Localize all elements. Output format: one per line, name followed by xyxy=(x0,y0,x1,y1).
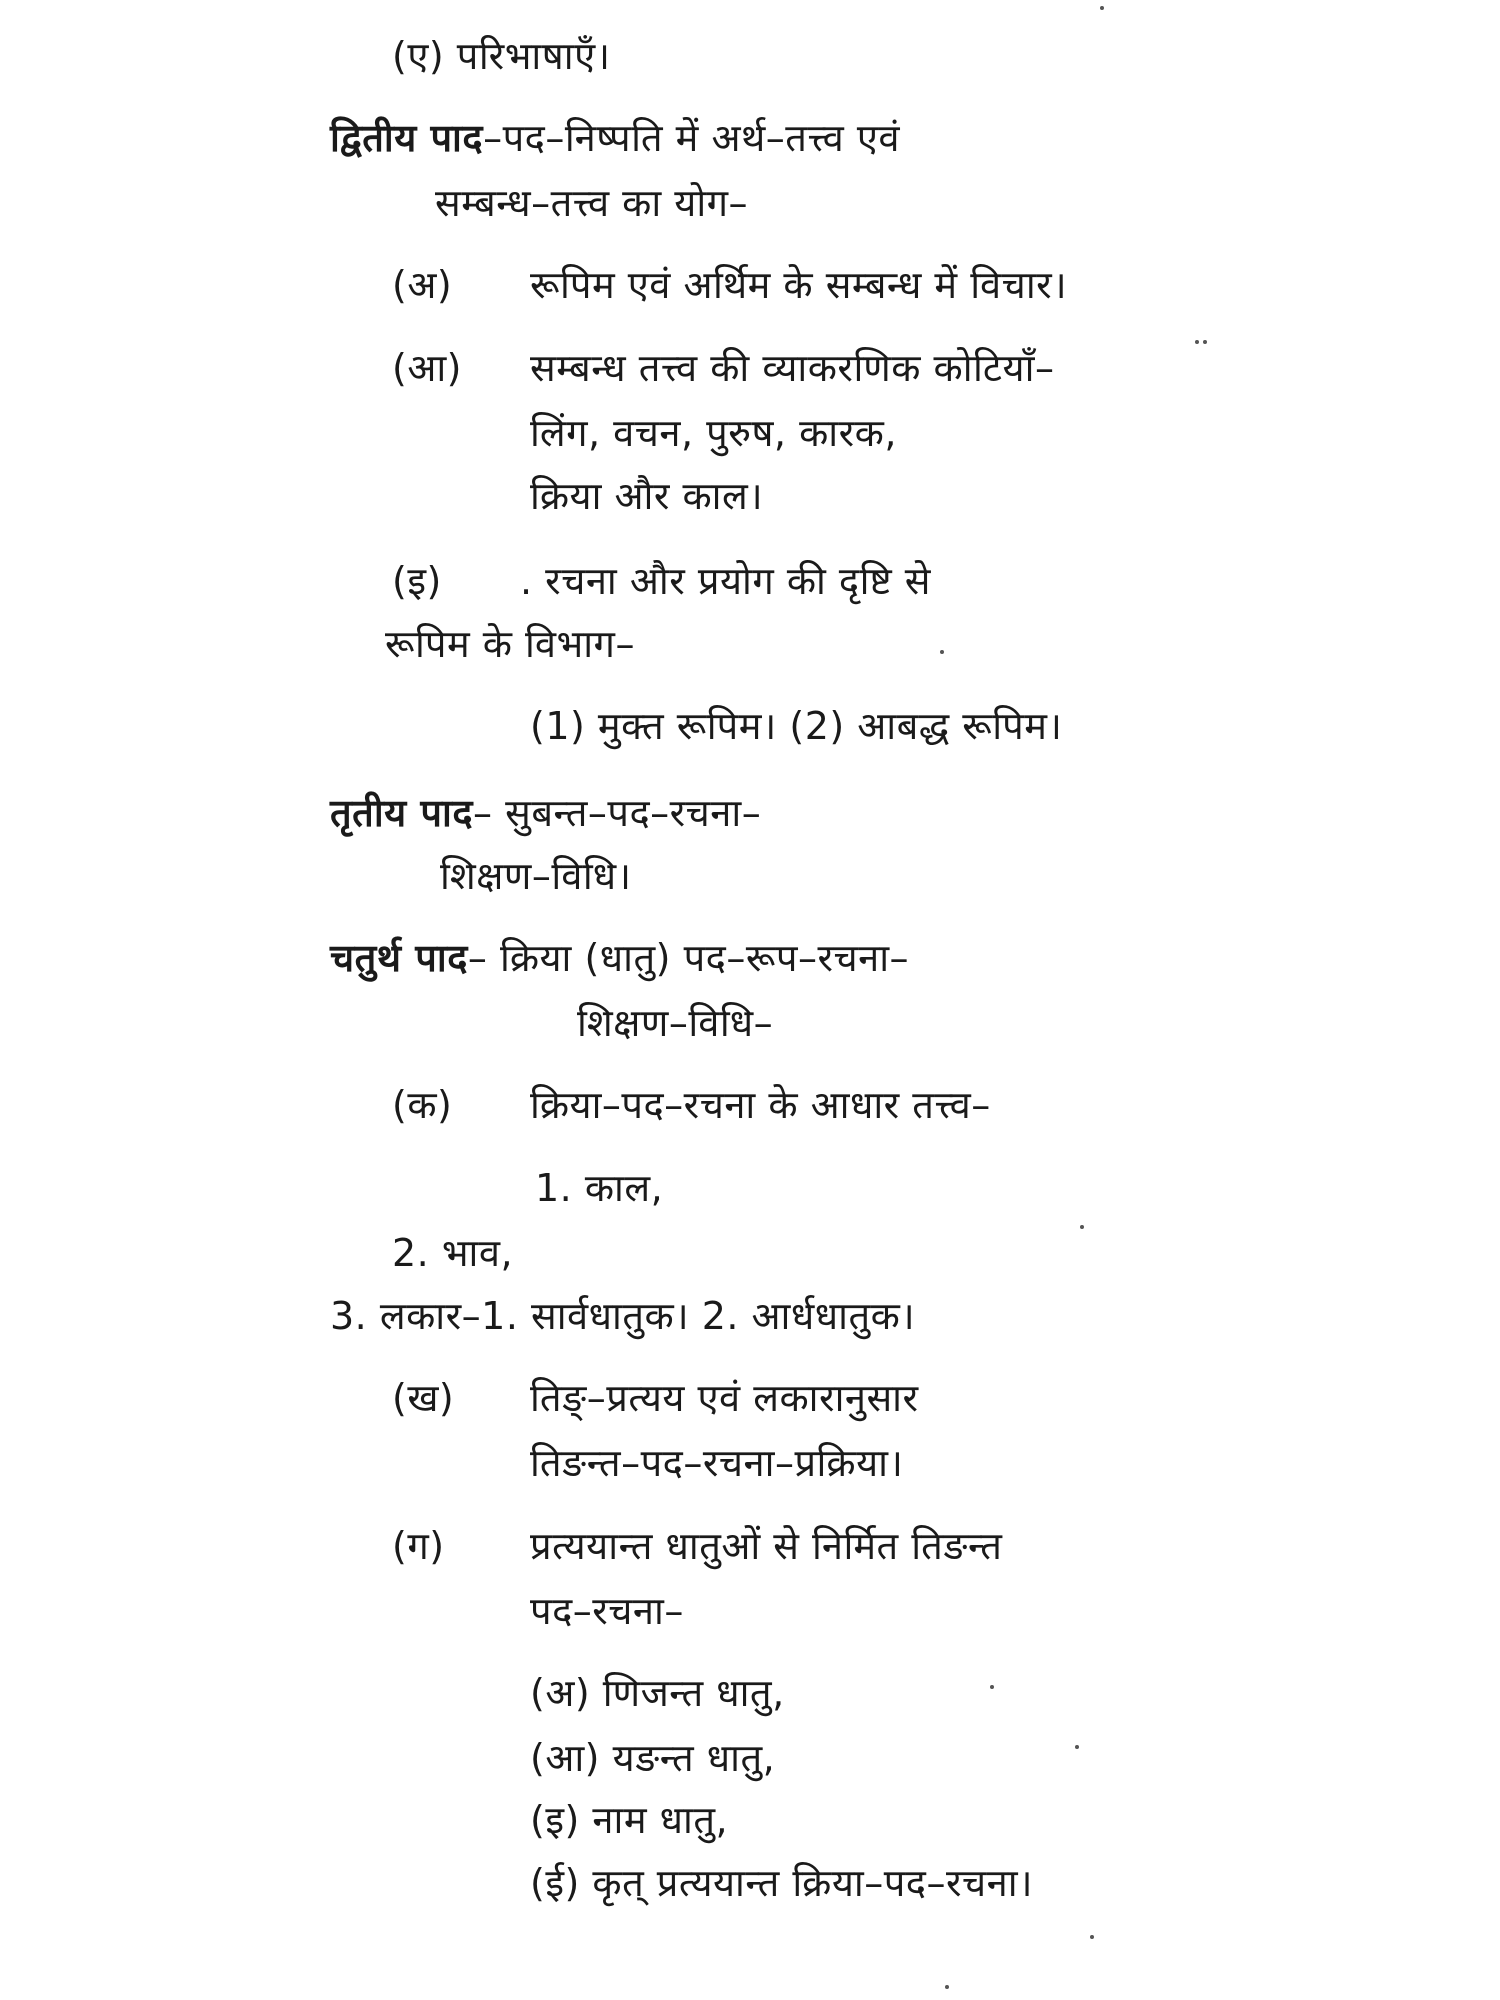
numbered-item: 3. लकार–1. सार्वधातुक। 2. आर्धधातुक। xyxy=(330,1294,916,1338)
item-marker: (इ) xyxy=(392,559,442,603)
pada-subject: – क्रिया (धातु) पद–रूप–रचना– xyxy=(467,936,910,980)
subitem: (इ) नाम धातु, xyxy=(530,1798,729,1842)
scan-speck xyxy=(1090,1935,1094,1939)
item-text: रूपिम एवं अर्थिम के सम्बन्ध में विचार। xyxy=(530,263,1068,307)
subitem: (आ) यङन्त धातु, xyxy=(530,1736,776,1780)
item-text-continuation: रूपिम के विभाग– xyxy=(385,622,635,666)
item-marker: (आ) xyxy=(392,346,462,390)
pada-title: चतुर्थ पाद xyxy=(330,936,468,980)
line-continuation: सम्बन्ध–तत्त्व का योग– xyxy=(435,181,749,225)
item-text: तिङ्–प्रत्यय एवं लकारानुसार xyxy=(530,1376,919,1420)
scan-speck xyxy=(1195,340,1199,344)
item-marker: (अ) xyxy=(392,263,453,307)
item-text: प्रत्ययान्त धातुओं से निर्मित तिङन्त xyxy=(530,1524,1003,1568)
item-marker: (ग) xyxy=(392,1524,445,1568)
item-text-continuation: लिंग, वचन, पुरुष, कारक, xyxy=(530,411,897,455)
numbered-item: 1. काल, xyxy=(535,1166,664,1210)
heading-third-pada xyxy=(330,790,761,836)
numbered-item: 2. भाव, xyxy=(392,1231,514,1275)
scan-speck xyxy=(1203,340,1207,344)
pada-title: तृतीय पाद xyxy=(330,791,474,835)
scan-speck xyxy=(1080,1225,1084,1229)
scan-speck xyxy=(1075,1745,1079,1749)
item-text-continuation: क्रिया और काल। xyxy=(530,474,764,518)
item-text: सम्बन्ध तत्त्व की व्याकरणिक कोटियाँ– xyxy=(530,346,1055,390)
item-text: . रचना और प्रयोग की दृष्टि से xyxy=(520,559,931,603)
subitem: (अ) णिजन्त धातु, xyxy=(530,1671,785,1715)
pada-subject: –पद–निष्पति में अर्थ–तत्त्व एवं xyxy=(483,116,900,160)
line-definitions: (ए) परिभाषाएँ। xyxy=(392,34,611,78)
item-marker: (ख) xyxy=(392,1376,455,1420)
item-text-continuation: पद–रचना– xyxy=(530,1589,684,1633)
subitem-list: (1) मुक्त रूपिम। (2) आबद्ध रूपिम। xyxy=(530,704,1063,748)
line-continuation: शिक्षण–विधि– xyxy=(577,1001,774,1045)
scan-speck xyxy=(940,650,944,654)
heading-second-pada xyxy=(330,115,900,161)
item-marker: (क) xyxy=(392,1083,453,1127)
subitem: (ई) कृत् प्रत्ययान्त क्रिया–पद–रचना। xyxy=(530,1861,1033,1905)
scan-speck xyxy=(1100,6,1104,10)
line-continuation: शिक्षण–विधि। xyxy=(440,854,632,898)
scan-speck xyxy=(990,1685,994,1689)
pada-title: द्वितीय पाद xyxy=(330,116,484,160)
scan-speck xyxy=(945,1985,949,1989)
item-text: क्रिया–पद–रचना के आधार तत्त्व– xyxy=(530,1083,991,1127)
heading-fourth-pada xyxy=(330,935,909,981)
item-text-continuation: तिङन्त–पद–रचना–प्रक्रिया। xyxy=(530,1441,904,1485)
pada-subject: – सुबन्त–पद–रचना– xyxy=(473,791,762,835)
